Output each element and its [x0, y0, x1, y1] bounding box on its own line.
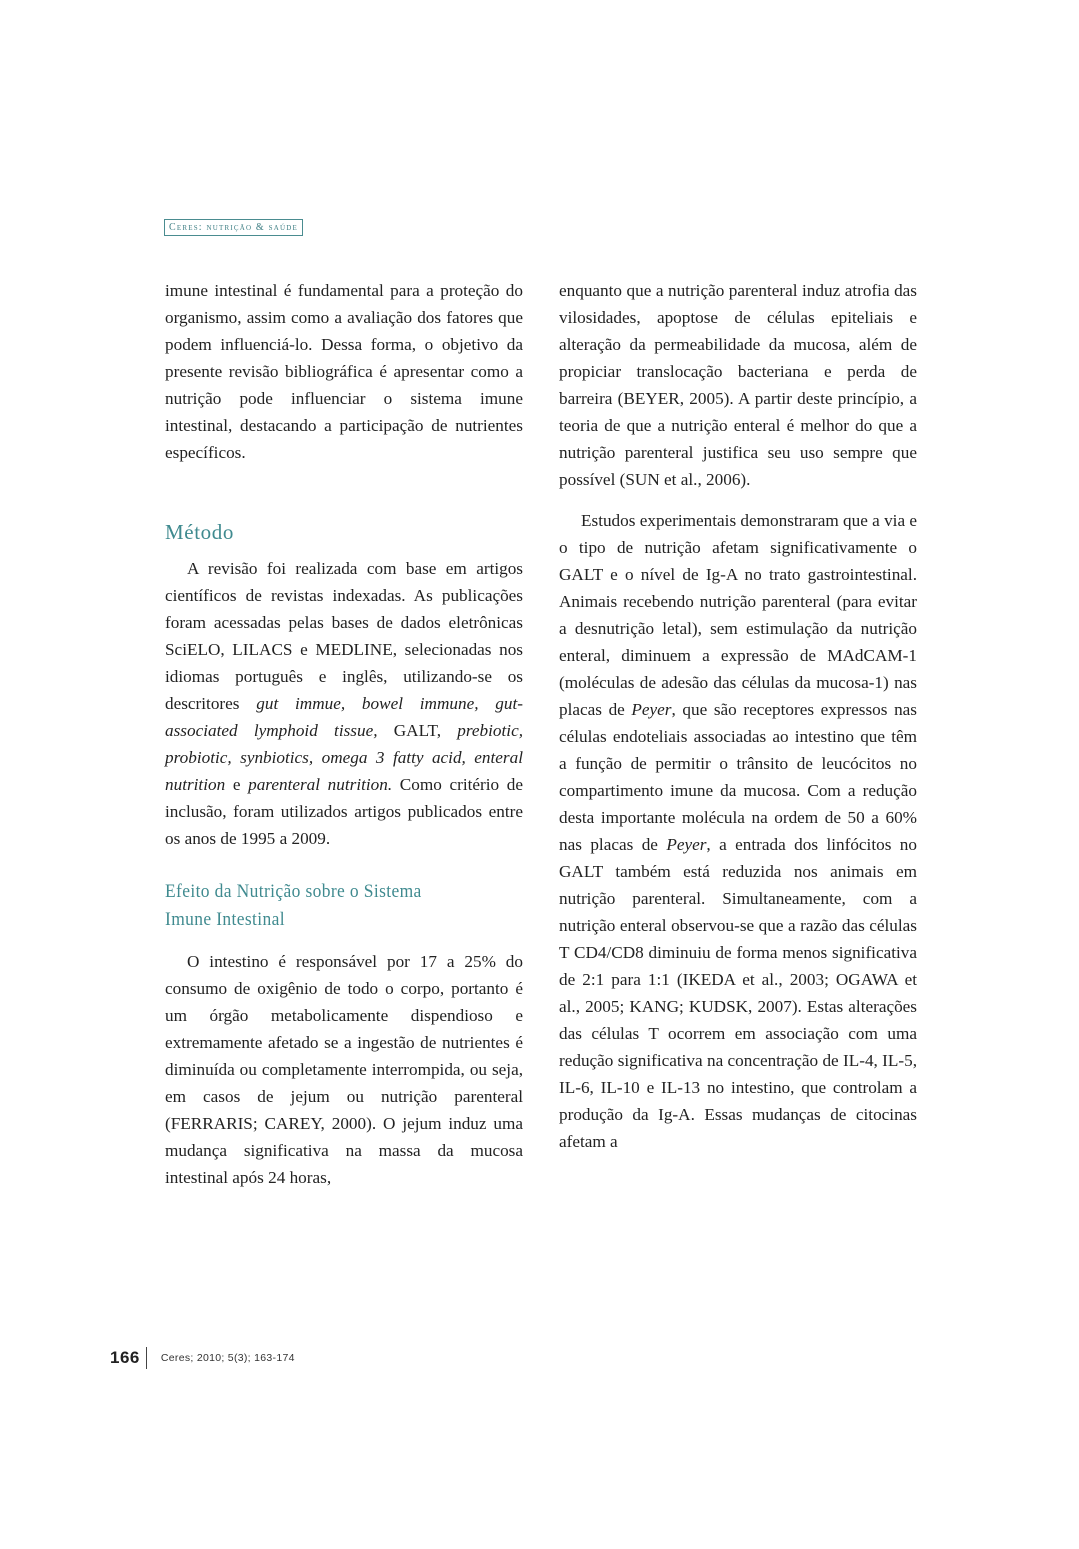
- method-section-title: Método: [165, 520, 234, 544]
- effect-section-title: [165, 878, 524, 934]
- keywords-italic-1: gut immue, bowel immune, gut-associated lymphoid tissue,: [165, 694, 523, 740]
- continuation-paragraph: enquanto que a nutrição parenteral induz atrofia das vilosidades, apoptose de células epiteliais e alteração da permeabilidade da mucosa, além de propiciar translocação bacteriana e perda de barreira (BEYER, 2005). A partir deste princípio, a teoria de que a nutrição enteral é melhor do que a nutrição parenteral justifica seu uso sempre que possível (SUN et al., 2006).: [559, 281, 917, 489]
- keywords-italic-3: parenteral nutrition.: [248, 775, 393, 794]
- studies-paragraph: Estudos experimentais demonstraram que a via e o tipo de nutrição afetam significativamente o GALT e o nível de Ig-A no trato gastrointestinal. Animais recebendo nutrição parenteral (para evitar a desnutrição letal), sem estimulação da nutrição enteral, diminuem a expressão de MAdCAM-1 (moléculas de adesão das células da mucosa-1) nas placas de Peyer, que são receptores expressos nas células endoteliais associadas ao intestino que têm a função de permitir o trânsito de leucócitos no compartimento imune da mucosa. Com a redução desta importante molécula na ordem de 50 a 60% nas placas de Peyer, a entrada dos linfócitos no GALT também está reduzida nos animais em nutrição parenteral. Simultaneamente, com a nutrição enteral observou-se que a razão das células T CD4/CD8 diminuiu de forma menos significativa de 2:1 para 1:1 (IKEDA et al., 2003; OGAWA et al., 2005; KANG; KUDSK, 2007). Estas alterações das células T ocorrem em associação com uma redução significativa na concentração de IL-4, IL-5, IL-6, IL-10 e IL-13 no intestino, que controlam a produção da Ig-A. Essas mudanças de citocinas afetam a: [559, 511, 918, 1151]
- effect-paragraph: O intestino é responsável por 17 a 25% do consumo de oxigênio de todo o corpo, portanto é um órgão metabolicamente dispendioso e extremamente afetado se a ingestão de nutrientes é diminuída ou completamente interrompida, ou seja, em casos de jejum ou nutrição parenteral (FERRARIS; CAREY, 2000). O jejum induz uma mudança significativa na massa da mucosa intestinal após 24 horas,: [165, 952, 523, 1187]
- running-head: Ceres: nutrição & saúde: [164, 219, 303, 236]
- peyer-italic-2: Peyer: [666, 835, 707, 854]
- effect-title-line2: Imune Intestinal: [165, 909, 285, 930]
- keywords-italic-2: prebiotic, probiotic, synbiotics, omega 3 fatty acid, enteral nutrition: [165, 721, 523, 794]
- page-footer: [110, 1346, 295, 1370]
- left-column: [165, 277, 523, 1191]
- page-number: 166: [110, 1348, 140, 1367]
- method-paragraph: A revisão foi realizada com base em artigos científicos de revistas indexadas. As publicações foram acessadas pelas bases de dados eletrônicas SciELO, LILACS e MEDLINE, selecionadas nos idiomas português e inglês, utilizando-se os descritores gut immue, bowel immune, gut-associated lymphoid tissue, GALT, prebiotic, probiotic, synbiotics, omega 3 fatty acid, enteral nutrition e parenteral nutrition. Como critério de inclusão, foram utilizados artigos publicados entre os anos de 1995 a 2009.: [165, 559, 523, 848]
- footer-divider: [146, 1347, 147, 1369]
- intro-paragraph: imune intestinal é fundamental para a proteção do organismo, assim como a avaliação dos fatores que podem influenciá-lo. Dessa forma, o objetivo da presente revisão bibliográfica é apresentar como a nutrição pode influenciar o sistema imune intestinal, destacando a participação de nutrientes específicos.: [165, 281, 523, 462]
- effect-title-line1: Efeito da Nutrição sobre o Sistema: [165, 881, 422, 902]
- footer-citation: Ceres; 2010; 5(3); 163-174: [160, 1352, 295, 1364]
- right-column: [559, 277, 917, 1155]
- peyer-italic-1: Peyer: [631, 700, 672, 719]
